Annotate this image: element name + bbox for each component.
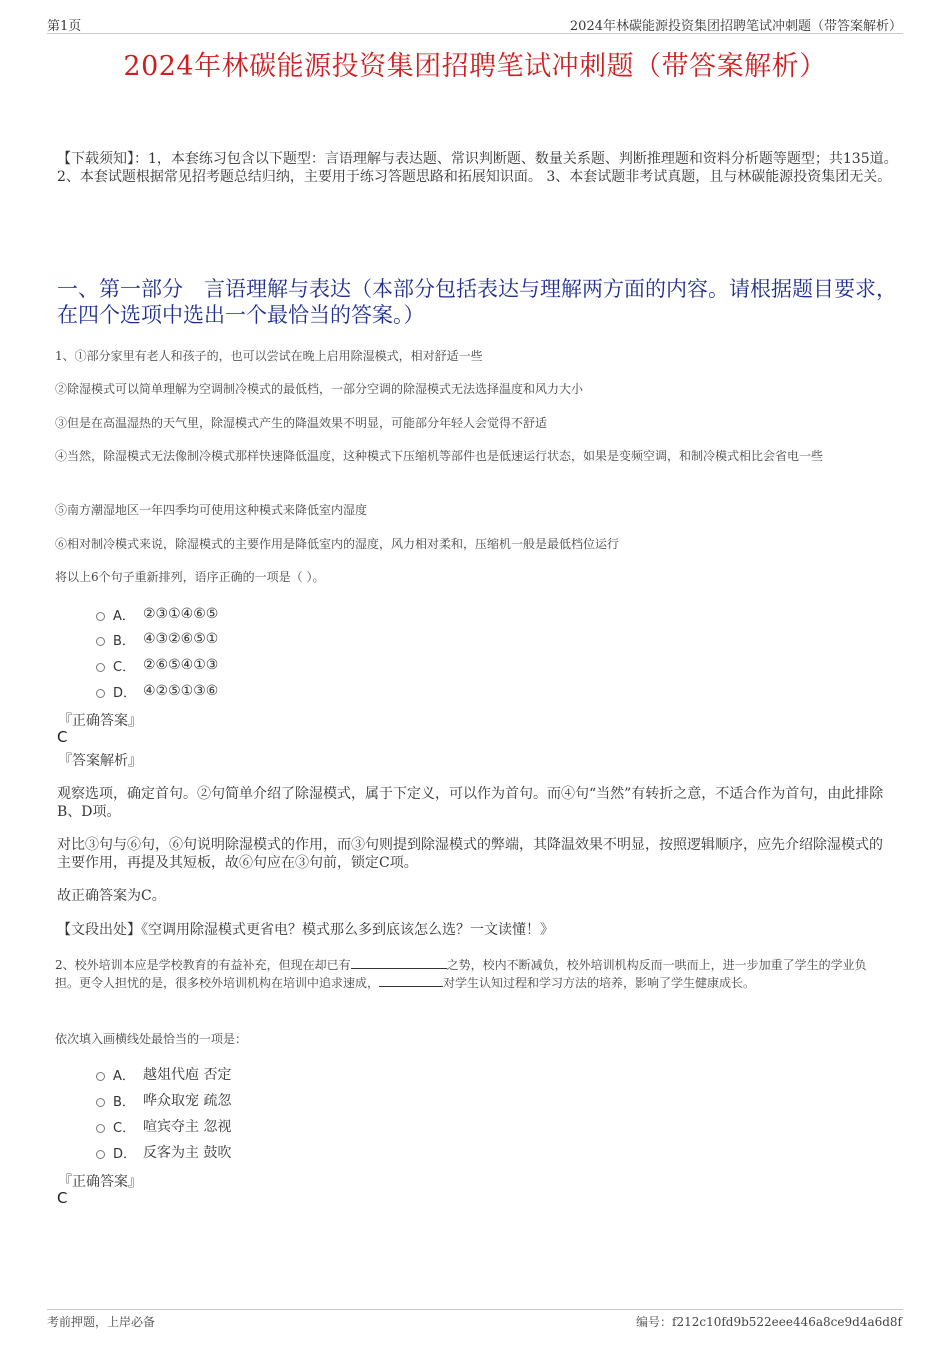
- radio-icon[interactable]: [96, 637, 105, 646]
- option-text: 哗众取宠 疏忽: [143, 1093, 232, 1109]
- q1-line-6: ⑥相对制冷模式来说，除湿模式的主要作用是降低室内的湿度，风力相对柔和，压缩机一般是最低档位运行: [55, 537, 620, 551]
- page-title: 2024年林碳能源投资集团招聘笔试冲刺题（带答案解析）: [123, 51, 827, 82]
- option-letter: B．: [113, 1094, 135, 1110]
- q1-answer: C: [57, 728, 68, 746]
- footer-slogan: 考前押题，上岸必备: [47, 1315, 156, 1329]
- q2-option-c[interactable]: [96, 1116, 231, 1136]
- q1-line-2: ②除湿模式可以简单理解为空调制冷模式的最低档，一部分空调的除湿模式无法选择温度和风力大小: [55, 382, 584, 396]
- q1-prompt: 将以上6个句子重新排列，语序正确的一项是（ ）。: [55, 570, 325, 584]
- download-notice: 【下载须知】：1，本套练习包含以下题型：言语理解与表达题、常识判断题、数量关系题、判断推理题和资料分析题等题型；共135道。 2、本套试题根据常见招考题总结归纳，主要用于练习答题思路和拓展知识面。 3、本套试题非考试真题，且与林碳能源投资集团无关。: [57, 151, 898, 185]
- option-text: ④②⑤①③⑥: [143, 683, 219, 699]
- q1-line-3: ③但是在高温湿热的天气里，除湿模式产生的降温效果不明显，可能部分年轻人会觉得不舒适: [55, 416, 548, 430]
- q1-line-5: ⑤南方潮湿地区一年四季均可使用这种模式来降低室内湿度: [55, 503, 368, 517]
- header-divider: [47, 33, 903, 34]
- option-text: ④③②⑥⑤①: [143, 631, 219, 647]
- q1-line-1: 1、①部分家里有老人和孩子的，也可以尝试在晚上启用除湿模式，相对舒适一些: [55, 349, 483, 363]
- radio-icon[interactable]: [96, 1124, 105, 1133]
- q1-analysis-1: 观察选项，确定首句。②句简单介绍了除湿模式，属于下定义，可以作为首句。而④句“当然”有转折之意，不适合作为首句，由此排除B、D项。: [57, 786, 884, 820]
- option-text: ②③①④⑥⑤: [143, 606, 219, 622]
- q2-stem: [55, 956, 890, 992]
- option-text: 喧宾夺主 忽视: [143, 1119, 232, 1135]
- q2-blank-2: [379, 974, 443, 987]
- radio-icon[interactable]: [96, 663, 105, 672]
- option-letter: D．: [113, 1146, 137, 1162]
- option-letter: C．: [113, 659, 136, 675]
- radio-icon[interactable]: [96, 1150, 105, 1159]
- option-letter: D．: [113, 685, 137, 701]
- q1-option-c[interactable]: [96, 655, 218, 675]
- radio-icon[interactable]: [96, 612, 105, 621]
- footer-doc-id: 编号：f212c10fd9b522eee446a8ce9d4a6d8f: [636, 1315, 902, 1329]
- q2-answer: C: [57, 1189, 68, 1207]
- radio-icon[interactable]: [96, 1072, 105, 1081]
- radio-icon[interactable]: [96, 689, 105, 698]
- q1-analysis-2: 对比③句与⑥句，⑥句说明除湿模式的作用，而③句则提到除湿模式的弊端，其降温效果不明显，按照逻辑顺序，应先介绍除湿模式的主要作用，再提及其短板，故⑥句应在③句前，锁定C项。: [57, 837, 883, 871]
- q1-line-4: ④当然，除湿模式无法像制冷模式那样快速降低温度，这种模式下压缩机等部件也是低速运行状态，如果是变频空调，和制冷模式相比会省电一些: [55, 449, 824, 463]
- option-letter: A．: [113, 608, 135, 624]
- option-text: ②⑥⑤④①③: [143, 657, 219, 673]
- q2-option-d[interactable]: [96, 1142, 231, 1162]
- q2-stem-part-1: 2、校外培训本应是学校教育的有益补充，但现在却已有: [55, 958, 351, 972]
- q2-option-a[interactable]: [96, 1064, 231, 1084]
- q2-option-b[interactable]: [96, 1090, 231, 1110]
- q1-option-b[interactable]: [96, 629, 218, 649]
- q1-option-a[interactable]: [96, 604, 218, 624]
- option-letter: B．: [113, 633, 135, 649]
- option-text: 越俎代庖 否定: [143, 1067, 232, 1083]
- q1-analysis-label: 『答案解析』: [58, 753, 142, 769]
- option-letter: C．: [113, 1120, 136, 1136]
- q1-analysis-3: 故正确答案为C。: [57, 888, 166, 904]
- option-text: 反客为主 鼓吹: [143, 1145, 232, 1161]
- section-heading: 一、第一部分 言语理解与表达（本部分包括表达与理解两方面的内容。请根据题目要求，在四个选项中选出一个最恰当的答案。）: [57, 277, 897, 327]
- q2-answer-label: 『正确答案』: [58, 1174, 142, 1190]
- page-number: 第1页: [47, 19, 82, 34]
- q2-blank-1: [351, 956, 447, 969]
- header-doc-title: 2024年林碳能源投资集团招聘笔试冲刺题（带答案解析）: [569, 19, 902, 34]
- q1-answer-label: 『正确答案』: [58, 713, 142, 729]
- q2-stem-part-3: 对学生认知过程和学习方法的培养，影响了学生健康成长。: [443, 976, 756, 990]
- radio-icon[interactable]: [96, 1098, 105, 1107]
- q1-option-d[interactable]: [96, 681, 218, 701]
- option-letter: A．: [113, 1068, 135, 1084]
- q2-stem-part-2: 之势，校内不断减负，校外培训机构反而一哄而上，进一步加重了学生的学业负担。更令人担忧的是，很多校外培训机构在培训中追求速成，: [55, 958, 867, 990]
- q2-prompt: 依次填入画横线处最恰当的一项是：: [55, 1032, 248, 1046]
- footer-divider: [47, 1309, 903, 1310]
- q1-source: 【文段出处】《空调用除湿模式更省电？模式那么多到底该怎么选？一文读懂！》: [57, 922, 554, 938]
